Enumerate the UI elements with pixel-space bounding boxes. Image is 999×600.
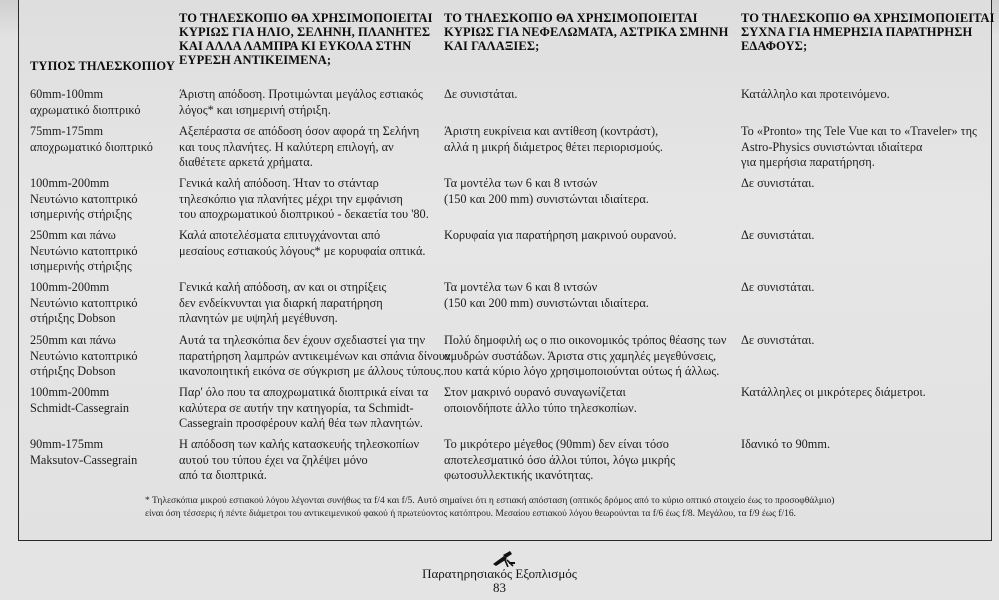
cell-type: 250mm και πάνω Νευτώνιο κατοπτρικό στήριξης Dobson [30,333,138,378]
cell-daytime: Το «Pronto» της Tele Vue και το «Traveler» της Astro-Physics συνιστώνται ιδιαίτερα για ημερήσια παρατήρηση. [741,124,977,169]
cell-daytime: Ιδανικό το 90mm. [741,437,831,451]
cell-daytime: Κατάλληλες οι μικρότερες διάμετροι. [741,385,926,399]
cell-planets: Παρ' όλο που τα αποχρωματικά διοπτρικά είναι τα καλύτερα σε αυτήν την κατηγορία, τα Schmidt- Cassegrain προσφέρουν καλή θέα των πλανητών. [179,385,429,430]
cell-deep-sky: Στον μακρινό ουρανό συναγωνίζεται οποιονδήποτε άλλο τύπο τηλεσκοπίων. [444,385,637,415]
cell-deep-sky: Τα μοντέλα των 6 και 8 ιντσών (150 και 200 mm) συνιστώνται ιδιαίτερα. [444,280,649,310]
cell-type: 100mm-200mm Νευτώνιο κατοπτρικό ισημερινής στήριξης [30,176,138,221]
section-title: Παρατηρησιακός Εξοπλισμός [422,566,577,581]
page-number: 83 [493,580,506,595]
cell-daytime: Κατάλληλο και προτεινόμενο. [741,87,890,101]
cell-type: 60mm-100mm αχρωματικό διοπτρικό [30,87,141,117]
cell-planets: Αυτά τα τηλεσκόπια δεν έχουν σχεδιαστεί για την παρατήρηση λαμπρών αντικειμένων και σπάνια δίνουν ικανοποιητική εικόνα σε σύγκριση με άλλους τύπους. [179,333,451,378]
cell-daytime: Δε συνιστάται. [741,333,815,347]
cell-deep-sky: Δε συνιστάται. [444,87,518,101]
cell-deep-sky: Τα μοντέλα των 6 και 8 ιντσών (150 και 200 mm) συνιστώνται ιδιαίτερα. [444,176,649,206]
cell-daytime: Δε συνιστάται. [741,228,815,242]
header-deep-sky: ΤΟ ΤΗΛΕΣΚΟΠΙΟ ΘΑ ΧΡΗΣΙΜΟΠΟΙΕΙΤΑΙ ΚΥΡΙΩΣ ΓΙΑ ΝΕΦΕΛΩΜΑΤΑ, ΑΣΤΡΙΚΑ ΣΜΗΝΗ ΚΑΙ ΓΑΛΑΞΙΕΣ; [444,11,729,53]
cell-planets: Γενικά καλή απόδοση, αν και οι στηρίξεις δεν ενδείκνυνται για διαρκή παρατήρηση πλανητών με υψηλή μεγέθυνση. [179,280,387,325]
cell-planets: Άριστη απόδοση. Προτιμώνται μεγάλος εστιακός λόγος* και ισημερινή στήριξη. [179,87,423,117]
header-telescope-type: ΤΥΠΟΣ ΤΗΛΕΣΚΟΠΙΟΥ [30,59,176,73]
cell-type: 100mm-200mm Νευτώνιο κατοπτρικό στήριξης Dobson [30,280,138,325]
cell-type: 75mm-175mm αποχρωματικό διοπτρικό [30,124,153,154]
telescope-icon [491,551,517,567]
cell-planets: Καλά αποτελέσματα επιτυγχάνονται από μεσαίους εστιακούς λόγους* με κορυφαία οπτικά. [179,228,426,258]
header-planets: ΤΟ ΤΗΛΕΣΚΟΠΙΟ ΘΑ ΧΡΗΣΙΜΟΠΟΙΕΙΤΑΙ ΚΥΡΙΩΣ ΓΙΑ ΗΛΙΟ, ΣΕΛΗΝΗ, ΠΛΑΝΗΤΕΣ ΚΑΙ ΑΛΛΑ ΛΑΜΠΡΑ ΚΙ ΕΥΚΟΛΑ ΣΤΗΝ ΕΥΡΕΣΗ ΑΝΤΙΚΕΙΜΕΝΑ; [179,11,433,67]
header-daytime: ΤΟ ΤΗΛΕΣΚΟΠΙΟ ΘΑ ΧΡΗΣΙΜΟΠΟΙΕΙΤΑΙ ΣΥΧΝΑ ΓΙΑ ΗΜΕΡΗΣΙΑ ΠΑΡΑΤΗΡΗΣΗ ΕΔΑΦΟΥΣ; [741,11,995,53]
cell-planets: Αξεπέραστα σε απόδοση όσον αφορά τη Σελήνη και τους πλανήτες. Η καλύτερη επιλογή, αν διαθέτετε αρκετά χρήματα. [179,124,420,169]
cell-deep-sky: Το μικρότερο μέγεθος (90mm) δεν είναι τόσο αποτελεσματικό όσο άλλοι τύποι, λόγω μικρής φωτοσυλλεκτικής ικανότητας. [444,437,676,482]
cell-daytime: Δε συνιστάται. [741,280,815,294]
cell-daytime: Δε συνιστάται. [741,176,815,190]
cell-type: 250mm και πάνω Νευτώνιο κατοπτρικό ισημερινής στήριξης [30,228,138,273]
cell-planets: Η απόδοση των καλής κατασκευής τηλεσκοπίων αυτού του τύπου έχει να ζηλέψει μόνο από τα διοπτρικά. [179,437,419,482]
cell-planets: Γενικά καλή απόδοση. Ήταν το στάνταρ τηλεσκόπιο για πλανήτες μέχρι την εμφάνιση του αποχρωματικού διοπτρικού - δεκαετία του '80. [179,176,429,221]
cell-deep-sky: Άριστη ευκρίνεια και αντίθεση (κοντράστ), αλλά η μικρή διάμετρος θέτει περιορισμούς. [444,124,663,154]
cell-deep-sky: Κορυφαία για παρατήρηση μακρινού ουρανού. [444,228,677,242]
cell-type: 100mm-200mm Schmidt-Cassegrain [30,385,130,415]
footnote: * Τηλεσκόπια μικρού εστιακού λόγου λέγονται συνήθως τα f/4 και f/5. Αυτό σημαίνει ότι η εστιακή απόσταση (οπτικός δρόμος από το κύριο οπτικό στοιχείο έως το προσοφθάλμιο) είναι όση τέσσερις ή πέντε διάμετροι του αντικειμενικού φακού ή πρωτεύοντος κατόπτρου. Μεσαίου εστιακού λόγου θεωρούνται τα f/6 έως f/8. Μεγάλου, τα f/9 έως f/16. [145,496,835,519]
cell-type: 90mm-175mm Maksutov-Cassegrain [30,437,138,467]
cell-deep-sky: Πολύ δημοφιλή ως ο πιο οικονομικός τρόπος θέασης των αμυδρών συστάδων. Άριστα στις χαμηλές μεγεθύνσεις, που κατά κύριο λόγο χρησιμοποιούνται ούτως ή άλλως. [444,333,727,378]
